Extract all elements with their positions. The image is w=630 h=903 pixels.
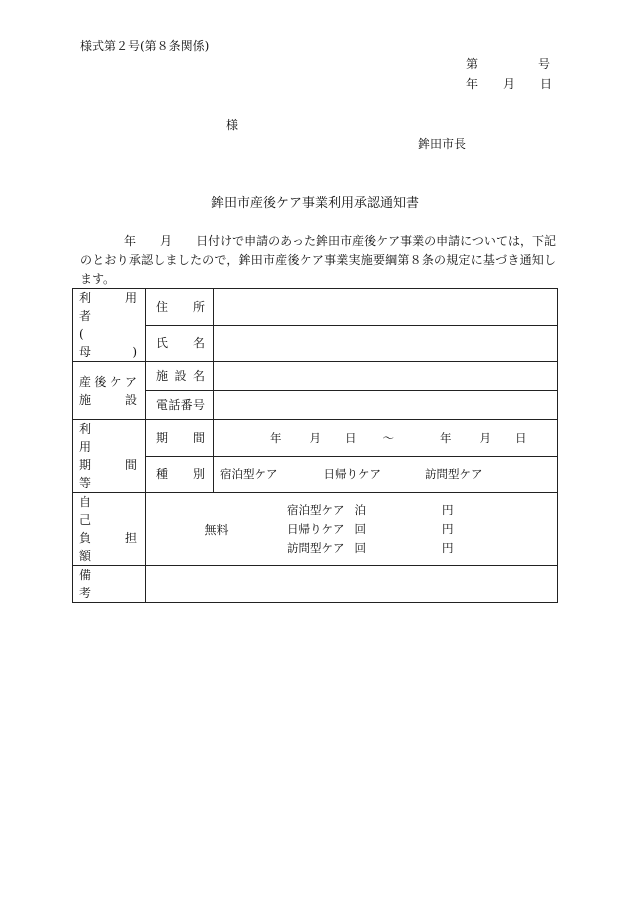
burden-unit: 回 xyxy=(354,521,366,536)
period-end-year: 年 xyxy=(440,430,452,445)
user-label: 利 用 者 xyxy=(79,291,150,323)
type-daytrip: 日帰りケア xyxy=(323,467,381,482)
remarks-label-cell xyxy=(73,566,146,603)
date-month: 月 xyxy=(503,77,516,91)
burden-label: 自 己 xyxy=(79,495,128,527)
body-paragraph xyxy=(80,232,556,289)
issuer: 鉾田市長 xyxy=(418,137,467,151)
facility-name-label: 施 設 名 xyxy=(156,369,205,383)
burden-type: 宿泊型ケア xyxy=(287,502,345,517)
burden-unit: 回 xyxy=(354,540,366,555)
facility-label-cell xyxy=(73,362,146,420)
type-visit: 訪問型ケア xyxy=(425,467,483,482)
name-label: 氏 名 xyxy=(156,336,205,351)
period-end-month: 月 xyxy=(479,430,491,445)
period-separator: ～ xyxy=(382,430,394,445)
name-value[interactable] xyxy=(214,325,558,362)
body-month: 月 xyxy=(160,234,173,248)
burden-label-cell xyxy=(73,493,150,566)
type-label: 種 別 xyxy=(156,467,205,482)
period-start-year: 年 xyxy=(270,430,282,445)
remarks-label: 備 考 xyxy=(79,568,128,600)
body-year: 年 xyxy=(124,234,137,248)
phone-label: 電話番号 xyxy=(156,398,205,412)
burden-line-daytrip xyxy=(287,520,557,539)
document-title: 鉾田市産後ケア事業利用承認通知書 xyxy=(210,196,419,211)
period-end-day: 日 xyxy=(515,430,527,445)
approval-table xyxy=(72,288,558,603)
document-number-suffix: 号 xyxy=(538,57,551,71)
period-start-month: 月 xyxy=(309,430,321,445)
facility-label-sub: 施 設 xyxy=(79,392,137,407)
burden-unit: 泊 xyxy=(354,502,366,517)
document-number-prefix: 第 xyxy=(466,57,479,71)
user-label-cell xyxy=(73,289,150,362)
burden-type: 訪問型ケア xyxy=(287,540,345,555)
phone-value[interactable] xyxy=(214,391,558,420)
burden-value[interactable] xyxy=(146,493,558,566)
burden-type: 日帰りケア xyxy=(287,521,345,536)
user-label-mother: ( 母 ) xyxy=(79,327,137,359)
type-value[interactable] xyxy=(214,456,558,493)
period-start-day: 日 xyxy=(345,430,357,445)
body-text: 日付けで申請のあった鉾田市産後ケア事業の申請については，下記のとおり承認しましたので，鉾田市産後ケア事業実施要綱第８条の規定に基づき通知します。 xyxy=(80,234,556,286)
period-value[interactable] xyxy=(214,420,558,457)
date-year: 年 xyxy=(466,77,479,91)
burden-label-sub: 負 担 額 xyxy=(79,531,150,563)
address-label: 住 所 xyxy=(156,299,205,314)
facility-label: 産後ケア xyxy=(79,374,137,389)
form-number: 様式第２号(第８条関係) xyxy=(80,39,210,53)
burden-currency: 円 xyxy=(442,521,454,536)
facility-name-value[interactable] xyxy=(214,362,558,391)
period-group-label: 利 用 xyxy=(79,422,128,454)
remarks-value[interactable] xyxy=(146,566,558,603)
burden-line-visit xyxy=(287,539,557,558)
period-label: 期 間 xyxy=(156,430,205,445)
type-overnight: 宿泊型ケア xyxy=(220,467,278,482)
period-group-label-sub: 期 間 等 xyxy=(79,458,150,490)
burden-free: 無料 xyxy=(204,522,229,537)
date-day: 日 xyxy=(540,77,553,91)
addressee-suffix: 様 xyxy=(226,118,239,132)
burden-currency: 円 xyxy=(442,502,454,517)
burden-currency: 円 xyxy=(442,540,454,555)
burden-line-overnight xyxy=(287,501,557,520)
address-value[interactable] xyxy=(214,289,558,326)
period-group-label-cell xyxy=(73,420,150,493)
